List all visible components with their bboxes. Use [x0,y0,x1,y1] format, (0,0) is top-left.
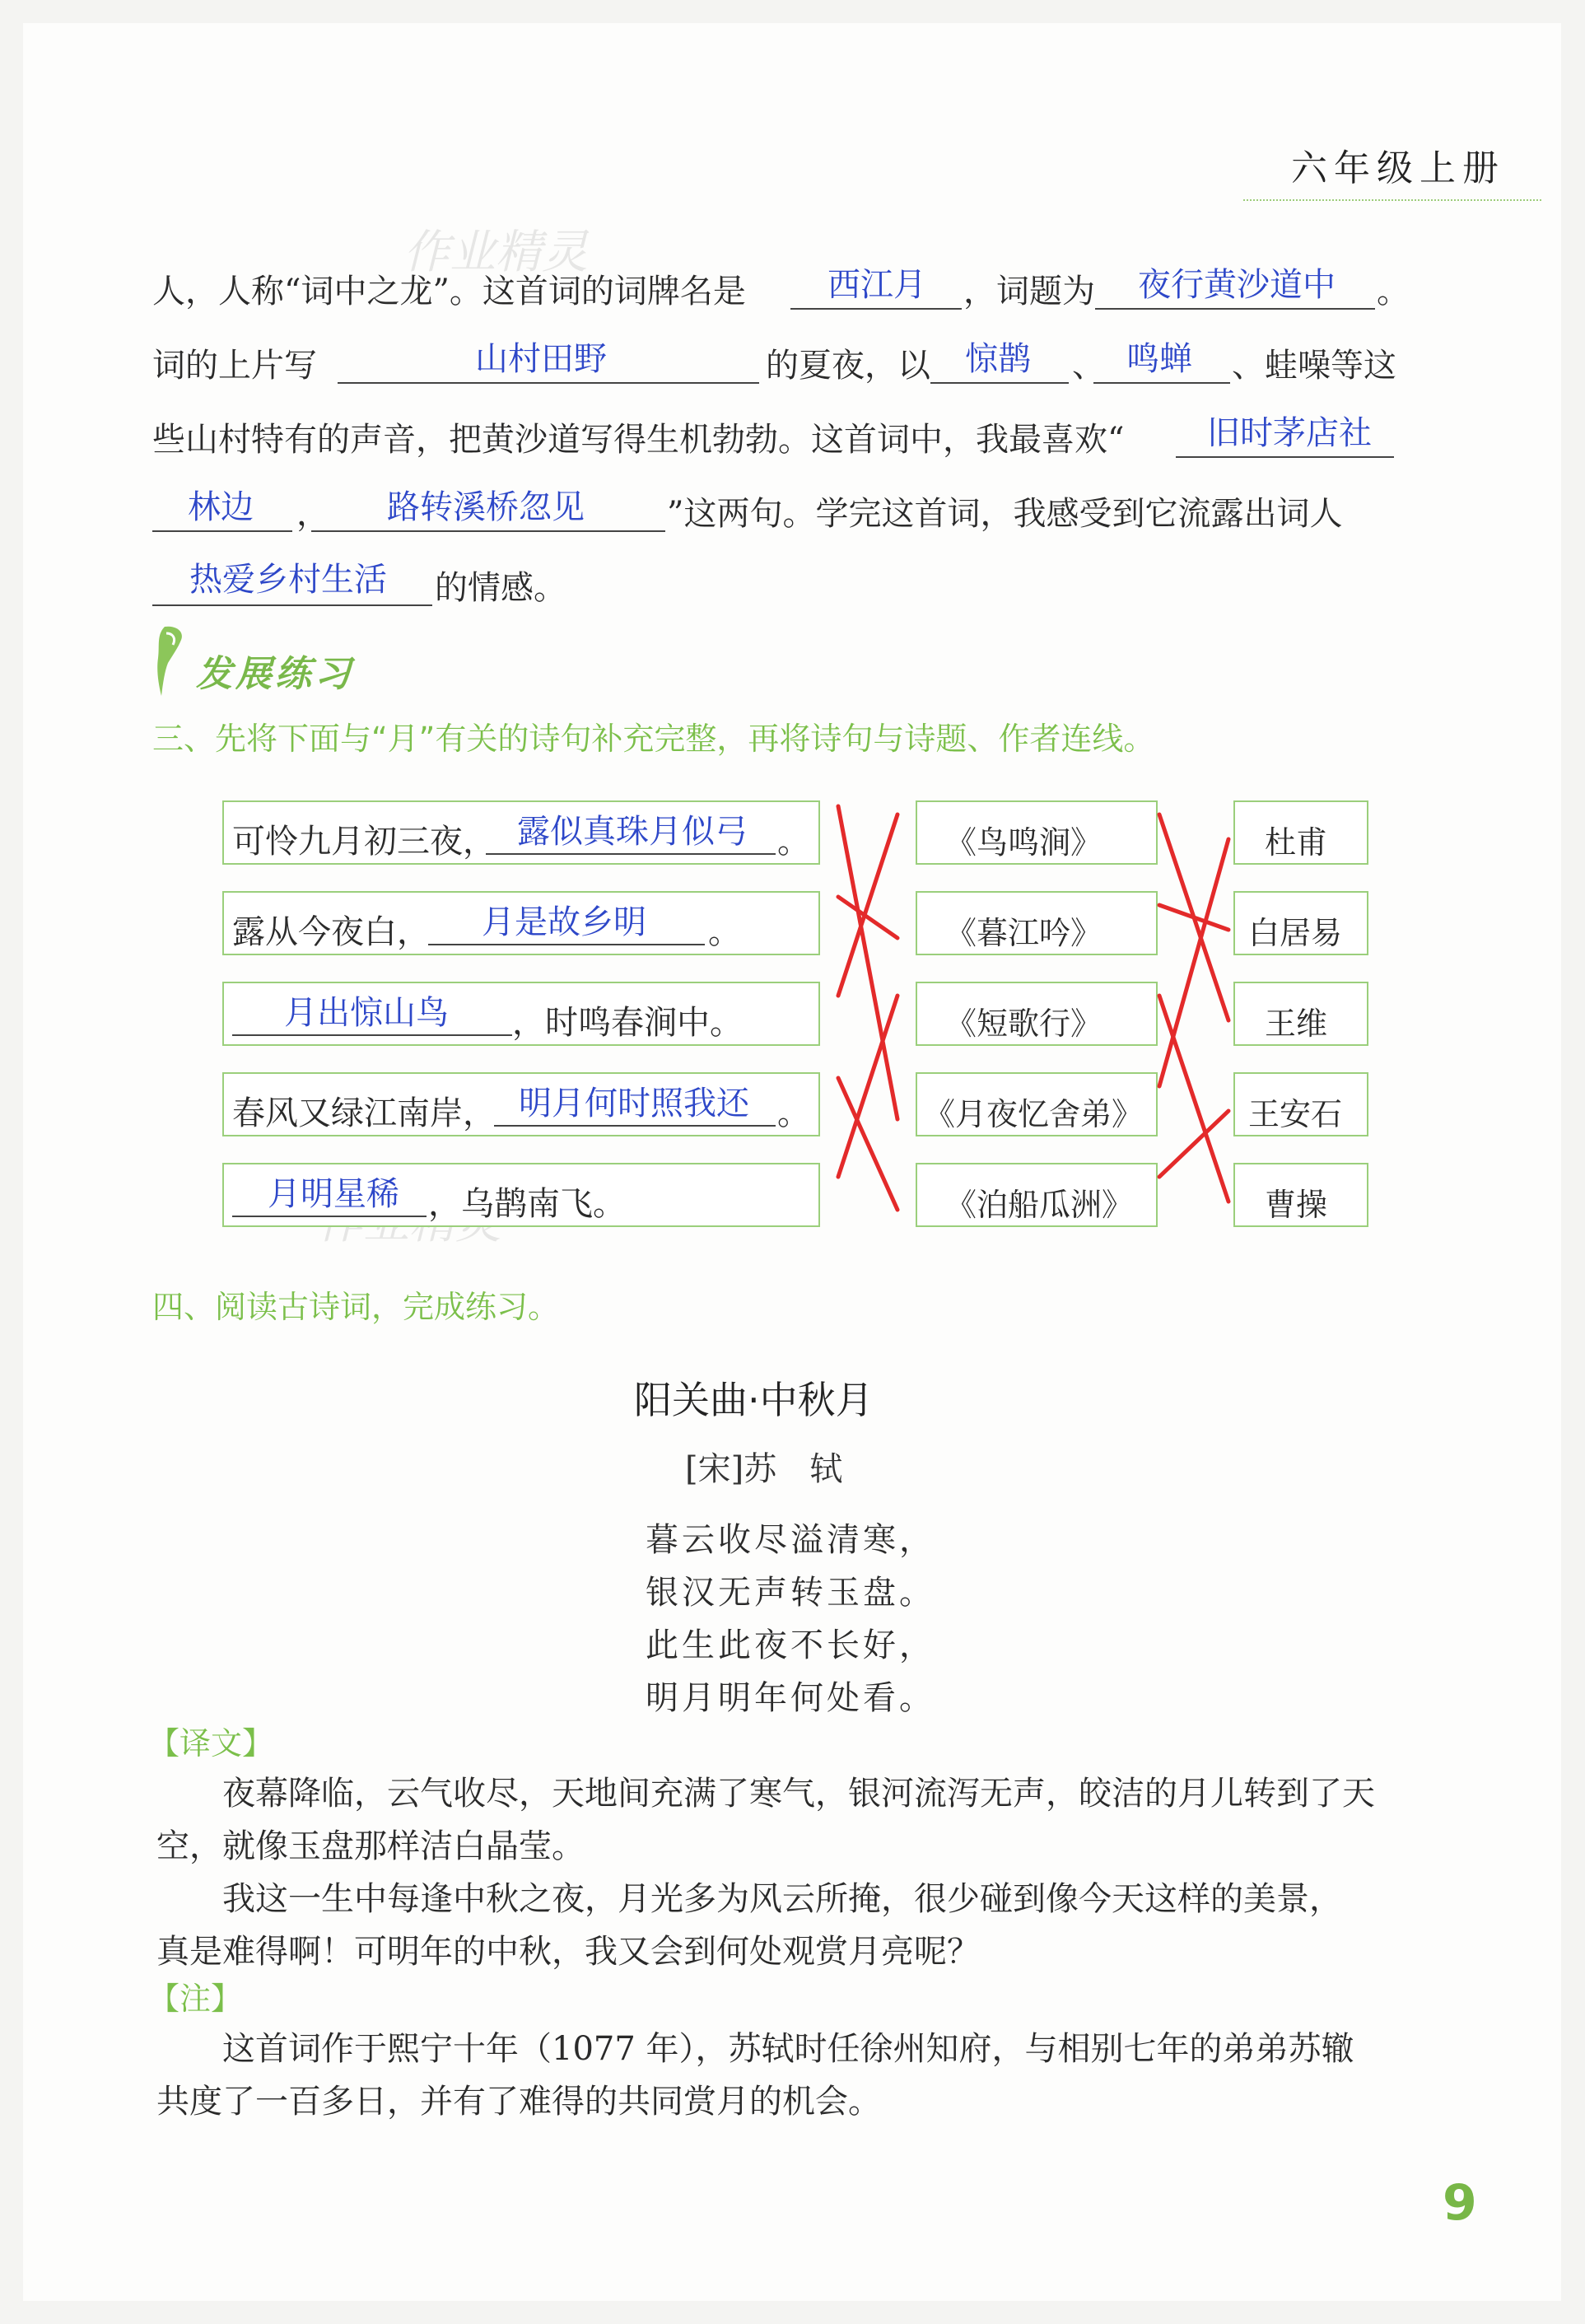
watermark: 作业精灵 [403,226,588,279]
title-author-line [1159,839,1228,1086]
intro-text: 。 [1377,273,1410,310]
verse-text: 春风又绿江南岸， [232,1094,496,1132]
intro-text: 的夏夜，以 [766,347,930,385]
poem-line: 暮云收尽溢清寒， [646,1521,935,1559]
answer-text: 鸣蝉 [1126,340,1192,378]
intro-text: 、 [1072,347,1105,385]
verse-text: 。 [777,823,810,861]
translation-line: 真是难得啊！可明年的中秋，我又会到何处观赏月亮呢？ [156,1933,980,1971]
note-tag: 【注】 [148,1981,243,2017]
verse-text: 。 [777,1094,810,1132]
answer-text: 月是故乡明 [482,903,646,941]
author-name: 杜甫 [1265,824,1328,861]
answer-text: 惊鹊 [965,340,1031,378]
poem-title: 《鸟鸣涧》 [945,824,1103,861]
question-3-title: 三、先将下面与“月”有关的诗句补充完整，再将诗句与诗题、作者连线。 [152,721,1155,757]
grade-label: 六年级上册 [1291,147,1505,189]
poem-line: 明月明年何处看。 [646,1679,935,1717]
answer-text: 夜行黄沙道中 [1138,266,1336,304]
poem-line: 银汉无声转玉盘。 [646,1574,935,1612]
translation-line: 夜幕降临，云气收尽，天地间充满了寒气，银河流泻无声，皎洁的月儿转到了天 [222,1775,1375,1813]
verse-text: 。 [708,913,741,951]
intro-text: 词的上片写 [152,347,317,385]
poem-title: 《月夜忆舍弟》 [924,1096,1144,1132]
page-number: 9 [1443,2174,1477,2232]
note-line: 共度了一百多日，并有了难得的共同赏月的机会。 [156,2083,881,2121]
poem-title: 《暮江吟》 [945,915,1103,951]
intro-text: 人，人称“词中之龙”。这首词的词牌名是 [152,273,746,310]
intro-text: 的情感。 [435,569,566,607]
answer-text: 热爱乡村生活 [189,561,387,599]
section-title: 发展练习 [196,653,354,695]
intro-text: ”这两句。学完这首词，我感受到它流露出词人 [667,495,1343,533]
verse-text: ，时鸣春涧中。 [512,1004,743,1042]
answer-text: 露似真珠月似弓 [517,813,748,851]
intro-text: 些山村特有的声音，把黄沙道写得生机勃勃。这首词中，我最喜欢“ [152,421,1125,459]
poem-author: [宋]苏 轼 [685,1450,843,1488]
author-name: 白居易 [1248,915,1343,951]
title-author-line [1159,905,1228,930]
answer-text: 明月何时照我还 [519,1085,749,1122]
translation-line: 我这一生中每逢中秋之夜，月光多为风云所掩，很少碰到像今天这样的美景， [222,1880,1342,1918]
answer-text: 西江月 [827,266,926,304]
answer-text: 旧时茅店社 [1207,414,1372,452]
intro-text: ， [296,495,329,533]
translation-tag: 【译文】 [148,1725,274,1762]
verse-text: 露从今夜白， [232,913,430,951]
title-author-line [1159,996,1228,1202]
poem-title: 《泊船瓜洲》 [945,1187,1134,1223]
verse-text: 可怜九月初三夜， [232,823,496,861]
author-name: 王维 [1265,1006,1328,1042]
answer-text: 路转溪桥忽见 [387,488,585,526]
question-4-title: 四、阅读古诗词，完成练习。 [152,1289,560,1325]
poem-title: 《短歌行》 [945,1006,1103,1042]
translation-line: 空，就像玉盘那样洁白晶莹。 [156,1827,585,1865]
answer-text: 月明星稀 [268,1175,399,1213]
answer-text: 林边 [188,488,254,526]
note-line: 这首词作于熙宁十年（1077 年），苏轼时任徐州知府，与相别七年的弟弟苏辙 [222,2030,1354,2068]
intro-text: ，词题为 [963,273,1095,310]
poem-title: 阳关曲·中秋月 [634,1378,874,1422]
answer-text: 月出惊山鸟 [284,994,449,1032]
intro-text: 、蛙噪等这 [1232,347,1396,385]
verse-text: ，乌鹊南飞。 [428,1185,626,1223]
verse-title-line [838,996,897,1177]
poem-line: 此生此夜不长好， [646,1626,935,1664]
author-name: 曹操 [1265,1187,1328,1223]
author-name: 王安石 [1248,1096,1343,1132]
answer-text: 山村田野 [475,340,607,378]
